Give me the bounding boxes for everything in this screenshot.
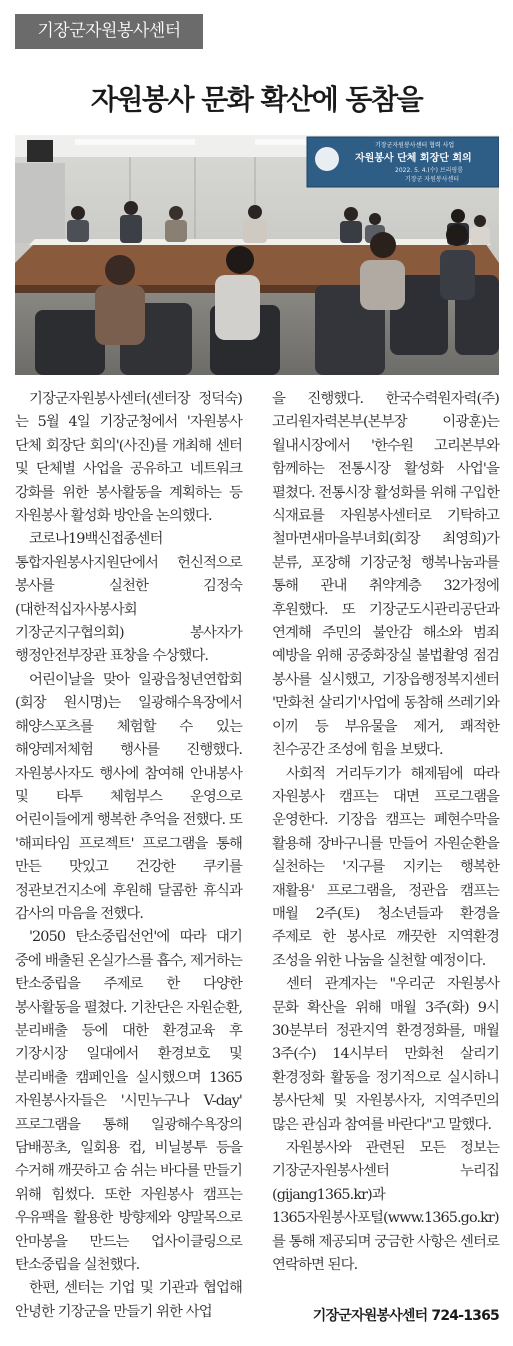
paragraph: 센터 관계자는 "우리군 자원봉사 문화 확산을 위해 매월 3주(화) 9시 30분부터 정관지역 환경정화를, 매월 3주(수) 14시부터 만화천 살리기 환경정화 활동을 정기적으로 실시하니 봉사단체 및 자원봉사자, 지역주민의 많은 관심과 참여를 바란다"고 말했다. [272, 976, 499, 1133]
paragraph: 사회적 거리두기가 해제됨에 따라 자원봉사 캠프는 대면 프로그램을 운영한다. 기장읍 캠프는 폐현수막을 활용해 장바구니를 만들어 자원순환을 실천하는 '지구를 지키는 행복한 재활용' 프로그램을, 정관읍 캠프는 매월 2주(토) 청소년들과 환경을 주제로 한 봉사로 깨끗한 지역환경 조성을 위한 나눔을 실천할 예정이다. [272, 765, 499, 969]
paragraph: 코로나19백신접종센터 통합자원봉사지원단에서 헌신적으로 봉사를 실천한 김정숙(대한적십자사봉사회 기장군지구협의회) 봉사자가 행정안전부장관 표창을 수상했다. [15, 531, 242, 665]
section-tag: 기장군자원봉사센터 [15, 14, 203, 49]
banner-small-text: 기장군자원봉사센터 협력 사업 [375, 142, 455, 149]
banner-date: 2022. 5. 4.(수) 브리핑룸 [395, 167, 464, 174]
article-headline: 자원봉사 문화 확산에 동참을 [90, 83, 423, 116]
paragraph: 을 진행했다. 한국수력원자력(주)고리원자력본부(본부장 이광훈)는 월내시장에서 '한수원 고리본부와 함께하는 전통시장 활성화 사업'을 펼쳤다. 전통시장 활성화를 위해 구입한 식재료를 자원봉사센터로 기탁하고 철마면새마을부녀회(회장 최영희)가 분류, 포장해 기장군청 행복나눔과를 통해 관내 취약계층 32가정에 후원했다. 또 기장군도시관리공단과 연계해 주민의 불안감 해소와 범죄 예방을 위해 공중화장실 불법촬영 점검 봉사를 실시했고, 기장읍행정복지센터 '만화천 살리기'사업에 동참해 쓰레기와 이끼 등 부유물을 제거, 쾌적한 친수공간 조성에 힘을 보탰다. [272, 391, 499, 759]
paragraph: 어린이날을 맞아 일광읍청년연합회(회장 원시명)는 일광해수욕장에서 해양스포츠를 체험할 수 있는 해양레저체험 행사를 진행했다. 자원봉사자도 행사에 참여해 안내봉사 및 타투 체험부스 운영으로 어린이들에게 행복한 추억을 전했다. 또 '해피타임 프로젝트' 프로그램을 통해 만든 맛있고 건강한 쿠키를 정관보건지소에 후원해 달콤한 휴식과 감사의 마음을 전했다. [15, 671, 242, 922]
article-column-left [15, 388, 242, 1324]
article-column-right [272, 388, 499, 1277]
meeting-photo [15, 135, 499, 375]
article-byline: 기장군자원봉사센터 724-1365 [312, 1308, 499, 1324]
event-banner [307, 137, 499, 187]
paragraph: 한편, 센터는 기업 및 기관과 협업해 안녕한 기장군을 만들기 위한 사업 [15, 1280, 242, 1320]
paragraph: 자원봉사와 관련된 모든 정보는 기장군자원봉사센터 누리집(gijang1365.kr)과 1365자원봉사포털(www.1365.go.kr)를 통해 제공되며 궁금한 사항은 센터로 연락하면 된다. [272, 1140, 499, 1274]
paragraph: '2050 탄소중립선언'에 따라 대기 중에 배출된 온실가스를 흡수, 제거하는 탄소중립을 주제로 한 다양한 봉사활동을 펼쳤다. 기찬단은 자원순환, 분리배출 등에 대한 환경교육 후 기장시장 일대에서 환경보호 및 분리배출 캠페인을 실시했으며 1365 자원봉사자들은 '시민누구나 V-day' 프로그램을 통해 일광해수욕장의 담배꽁초, 일회용 컵, 비닐봉투 등을 수거해 깨끗하고 숨 쉬는 바다를 만들기 위해 힘썼다. 또한 자원봉사 캠프는 우유팩을 활용한 방향제와 양말목으로 안마봉을 만드는 업사이클링으로 탄소중립을 실천했다. [15, 929, 242, 1274]
paragraph: 기장군자원봉사센터(센터장 정덕숙)는 5월 4일 기장군청에서 '자원봉사 단체 회장단 회의'(사진)를 개최해 센터 및 단체별 사업을 공유하고 네트워크 강화를 위한 봉사활동을 계획하는 등 자원봉사 활성화 방안을 논의했다. [15, 391, 242, 525]
banner-title: 자원봉사 단체 회장단 회의 [355, 153, 472, 164]
banner-org: 기장군 자원봉사센터 [405, 176, 460, 183]
